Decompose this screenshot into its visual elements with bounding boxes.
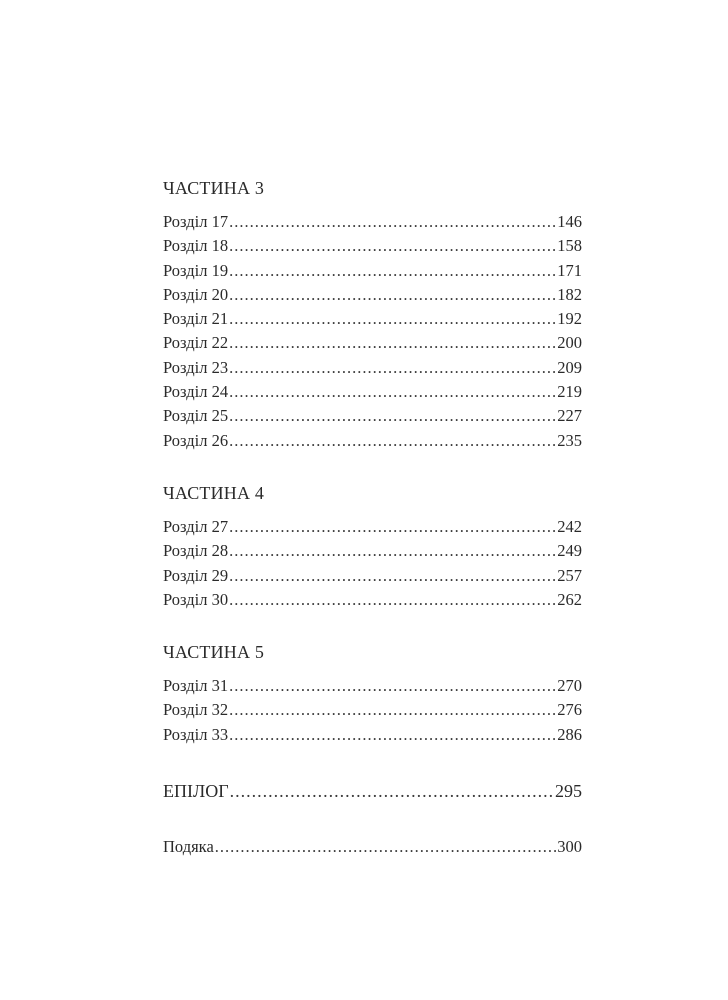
entry-label: Розділ 27 <box>163 516 229 536</box>
toc-entry[interactable] <box>163 588 582 612</box>
part-title: ЧАСТИНА 5 <box>163 642 265 663</box>
entry-page-number: 300 <box>557 837 582 857</box>
dot-leader <box>229 723 556 747</box>
entry-label: Розділ 31 <box>163 676 229 696</box>
dot-leader <box>229 588 556 612</box>
entry-page-number: 257 <box>557 565 582 585</box>
dot-leader <box>229 674 556 698</box>
part-title: ЧАСТИНА 3 <box>163 178 265 198</box>
dot-leader <box>215 835 556 859</box>
dot-leader <box>229 564 556 588</box>
table-of-contents <box>163 176 582 860</box>
entry-label: Розділ 24 <box>163 382 229 402</box>
toc-entry[interactable] <box>163 307 582 331</box>
entry-page-number: 295 <box>555 781 582 802</box>
dot-leader <box>229 356 556 380</box>
dot-leader <box>229 307 556 331</box>
entry-page-number: 286 <box>557 724 582 744</box>
entry-page-number: 146 <box>557 212 582 231</box>
entry-label: Розділ 18 <box>163 236 229 256</box>
toc-entry[interactable] <box>163 539 582 563</box>
toc-part-3 <box>163 176 582 453</box>
entry-page-number: 249 <box>557 541 582 561</box>
entry-page-number: 182 <box>557 284 582 304</box>
toc-entry[interactable] <box>163 674 582 698</box>
entry-page-number: 171 <box>557 260 582 280</box>
toc-entry[interactable] <box>163 234 582 258</box>
dot-leader <box>229 429 556 453</box>
toc-entry[interactable] <box>163 283 582 307</box>
entry-label: Розділ 17 <box>163 212 229 231</box>
spacer <box>163 612 582 640</box>
dot-leader <box>229 283 556 307</box>
toc-entry-acknowledgements[interactable] <box>163 835 582 859</box>
toc-entry[interactable] <box>163 356 582 380</box>
toc-entry[interactable] <box>163 515 582 539</box>
dot-leader <box>229 234 556 258</box>
entry-page-number: 270 <box>557 676 582 696</box>
toc-entry[interactable] <box>163 564 582 588</box>
spacer <box>163 453 582 481</box>
entry-page-number: 262 <box>557 589 582 609</box>
entry-label: Розділ 33 <box>163 724 229 744</box>
toc-entry[interactable] <box>163 429 582 453</box>
dot-leader <box>230 779 554 803</box>
toc-part-4 <box>163 481 582 612</box>
entry-label: Розділ 26 <box>163 430 229 450</box>
part-title: ЧАСТИНА 4 <box>163 482 265 503</box>
toc-entry[interactable] <box>163 404 582 428</box>
entry-page-number: 227 <box>557 406 582 426</box>
dot-leader <box>229 380 556 404</box>
toc-entry[interactable] <box>163 380 582 404</box>
entry-page-number: 276 <box>557 700 582 720</box>
entry-page-number: 242 <box>557 516 582 536</box>
entry-page-number: 209 <box>557 357 582 377</box>
entry-label: ЕПІЛОГ <box>163 781 229 802</box>
toc-entry-epilogue[interactable] <box>163 779 582 803</box>
entry-page-number: 158 <box>557 236 582 256</box>
entry-page-number: 219 <box>557 382 582 402</box>
entry-page-number: 235 <box>557 430 582 450</box>
toc-entry[interactable] <box>163 210 582 234</box>
toc-entry[interactable] <box>163 723 582 747</box>
toc-entry[interactable] <box>163 331 582 355</box>
entry-label: Розділ 23 <box>163 357 229 377</box>
entry-page-number: 200 <box>557 333 582 353</box>
entry-label: Розділ 29 <box>163 565 229 585</box>
toc-entry[interactable] <box>163 698 582 722</box>
dot-leader <box>229 404 556 428</box>
entry-label: Подяка <box>163 837 214 857</box>
toc-part-5 <box>163 640 582 747</box>
entry-label: Розділ 19 <box>163 260 229 280</box>
entry-label: Розділ 20 <box>163 284 229 304</box>
spacer <box>163 747 582 779</box>
entry-label: Розділ 25 <box>163 406 229 426</box>
dot-leader <box>229 539 556 563</box>
entry-label: Розділ 21 <box>163 309 229 329</box>
dot-leader <box>229 331 556 355</box>
toc-entry[interactable] <box>163 259 582 283</box>
entry-label: Розділ 22 <box>163 333 229 353</box>
dot-leader <box>229 210 556 234</box>
entry-page-number: 192 <box>557 309 582 329</box>
dot-leader <box>229 698 556 722</box>
dot-leader <box>229 259 556 283</box>
entry-label: Розділ 28 <box>163 541 229 561</box>
entry-label: Розділ 30 <box>163 589 229 609</box>
dot-leader <box>229 515 556 539</box>
spacer <box>163 803 582 835</box>
entry-label: Розділ 32 <box>163 700 229 720</box>
